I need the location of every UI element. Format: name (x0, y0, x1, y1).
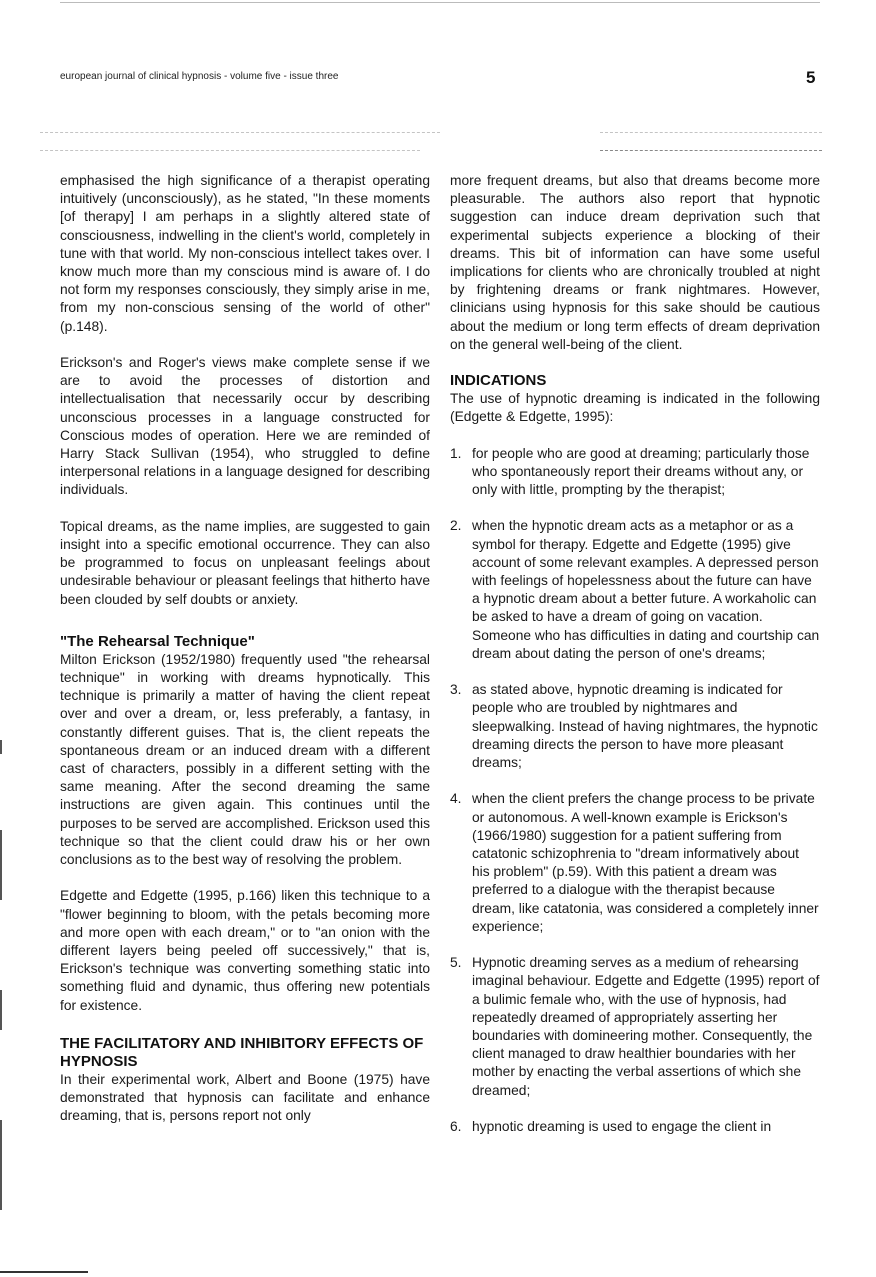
section-heading-indications: INDICATIONS (450, 372, 547, 390)
indications-list (450, 445, 820, 1137)
running-header: european journal of clinical hypnosis - volume five - issue three (60, 71, 339, 82)
list-item-text: hypnotic dreaming is used to engage the client in (472, 1119, 772, 1135)
scan-artifact-lines (40, 122, 822, 158)
left-column (60, 172, 430, 1126)
paragraph: In their experimental work, Albert and Boone (1975) have demonstrated that hypnosis can facilitate and enhance dreaming, that is, persons report not only (60, 1071, 430, 1124)
paragraph: Erickson's and Roger's views make complete sense if we are to avoid the processes of distortion and intellectualisation that necessarily occur by describing unconscious processes in a language constructed for Conscious modes of operation. Here we are reminded of Harry Stack Sullivan (1954), who struggled to define interpersonal relations in a language designed for describing individuals. (60, 355, 430, 498)
list-number: 6. (450, 1119, 462, 1135)
list-item (450, 1118, 820, 1136)
list-number: 4. (450, 791, 462, 807)
list-item (450, 445, 820, 500)
list-item-text: Hypnotic dreaming serves as a medium of rehearsing imaginal behaviour. Edgette and Edgette (1995) report of a bulimic female who, with the use of hypnosis, had repeatedly dreamed of appropriately asserting her boundaries with domineering mother. Consequently, the client managed to draw healthier boundaries with her mother by enacting the verbal assertions of which she dreamed; (472, 955, 820, 1098)
paragraph: Topical dreams, as the name implies, are suggested to gain insight into a specific emotional occurrence. They can also be programmed to focus on unpleasant feelings about undesirable behaviour or pleasant feelings that hitherto have been clouded by self doubts or anxiety. (60, 518, 430, 607)
list-number: 5. (450, 955, 462, 971)
list-number: 2. (450, 518, 462, 534)
section-heading-rehearsal: "The Rehearsal Technique" (60, 632, 255, 650)
section-heading-facilitatory: THE FACILITATORY AND INHIBITORY EFFECTS OF HYPNOSIS (60, 1034, 424, 1070)
list-item (450, 681, 820, 772)
list-number: 3. (450, 682, 462, 698)
list-item (450, 517, 820, 663)
paragraph: Edgette and Edgette (1995, p.166) liken this technique to a "flower beginning to bloom, with the petals becoming more and more open with each dream," or to "an onion with the different layers being peeled off successively," that is, Erickson's technique was converting something static into something fluid and dynamic, thus offering new potentials for existence. (60, 888, 430, 1013)
bottom-rule (0, 1271, 88, 1273)
list-item-text: when the hypnotic dream acts as a metaphor or as a symbol for therapy. Edgette and Edgette (1995) give account of some relevant examples. A depressed person with feelings of hopelessness about the future can have a hypnotic dream about a better future. A workaholic can be asked to have a dream of going on vacation. Someone who has difficulties in dating and courtship can dream about dating the person of one's dreams; (472, 518, 820, 661)
list-number: 1. (450, 445, 462, 461)
right-column (450, 172, 820, 1136)
top-rule (60, 2, 820, 3)
list-item-text: when the client prefers the change process to be private or autonomous. A well-known example is Erickson's (1966/1980) suggestion for a patient suffering from catatonic schizophrenia to "dream informatively about his problem" (p.59). With this patient a dream was preferred to a dialogue with the therapist because dream, like catatonia, was considered a completely inner experience; (472, 791, 819, 934)
paragraph: The use of hypnotic dreaming is indicated in the following (Edgette & Edgette, 1995): (450, 391, 820, 425)
paragraph: more frequent dreams, but also that dreams become more pleasurable. The authors also report that hypnotic suggestion can induce dream deprivation such that experimental subjects experience a blocking of their dreams. This bit of information can have some useful implications for clients who are chronically troubled at night by frightening dreams or frank nightmares. However, clinicians using hypnosis for this sake should be cautious about the medium or long term effects of dream deprivation on the general well-being of the client. (450, 173, 820, 352)
list-item (450, 790, 820, 936)
list-item-text: as stated above, hypnotic dreaming is indicated for people who are troubled by nightmares and sleepwalking. Instead of having nightmares, the hypnotic dreaming directs the person to have more pleasant dreams; (472, 682, 818, 771)
paragraph: Milton Erickson (1952/1980) frequently used "the rehearsal technique" in working with dreams hypnotically. This technique is primarily a matter of having the client repeat over and over a dream, or, less preferably, a fantasy, in constantly different guises. That is, the client repeats the spontaneous dream or an induced dream with a different cast of characters, possibly in a different setting with the same meaning. After the second dreaming the same instructions are given again. This continues until the purposes to be served are accomplished. Erickson used this technique so that the client could draw his or her own conclusions as to the best way of resolving the problem. (60, 651, 430, 868)
list-item (450, 954, 820, 1100)
paragraph: emphasised the high significance of a therapist operating intuitively (unconsciously), as he stated, "In these moments [of therapy] I am perhaps in a slightly altered state of consciousness, indwelling in the client's world, completely in tune with that world. My non-conscious intellect takes over. I know much more than my conscious mind is aware of. I do not form my responses consciously, they simply arise in me, from my non-conscious sensing of the world of other" (p.148). (60, 173, 430, 334)
scan-margin-marks (0, 740, 2, 1260)
list-item-text: for people who are good at dreaming; particularly those who spontaneously report their dreams without any, or only with little, prompting by the therapist; (472, 445, 810, 498)
page-number: 5 (806, 68, 816, 87)
